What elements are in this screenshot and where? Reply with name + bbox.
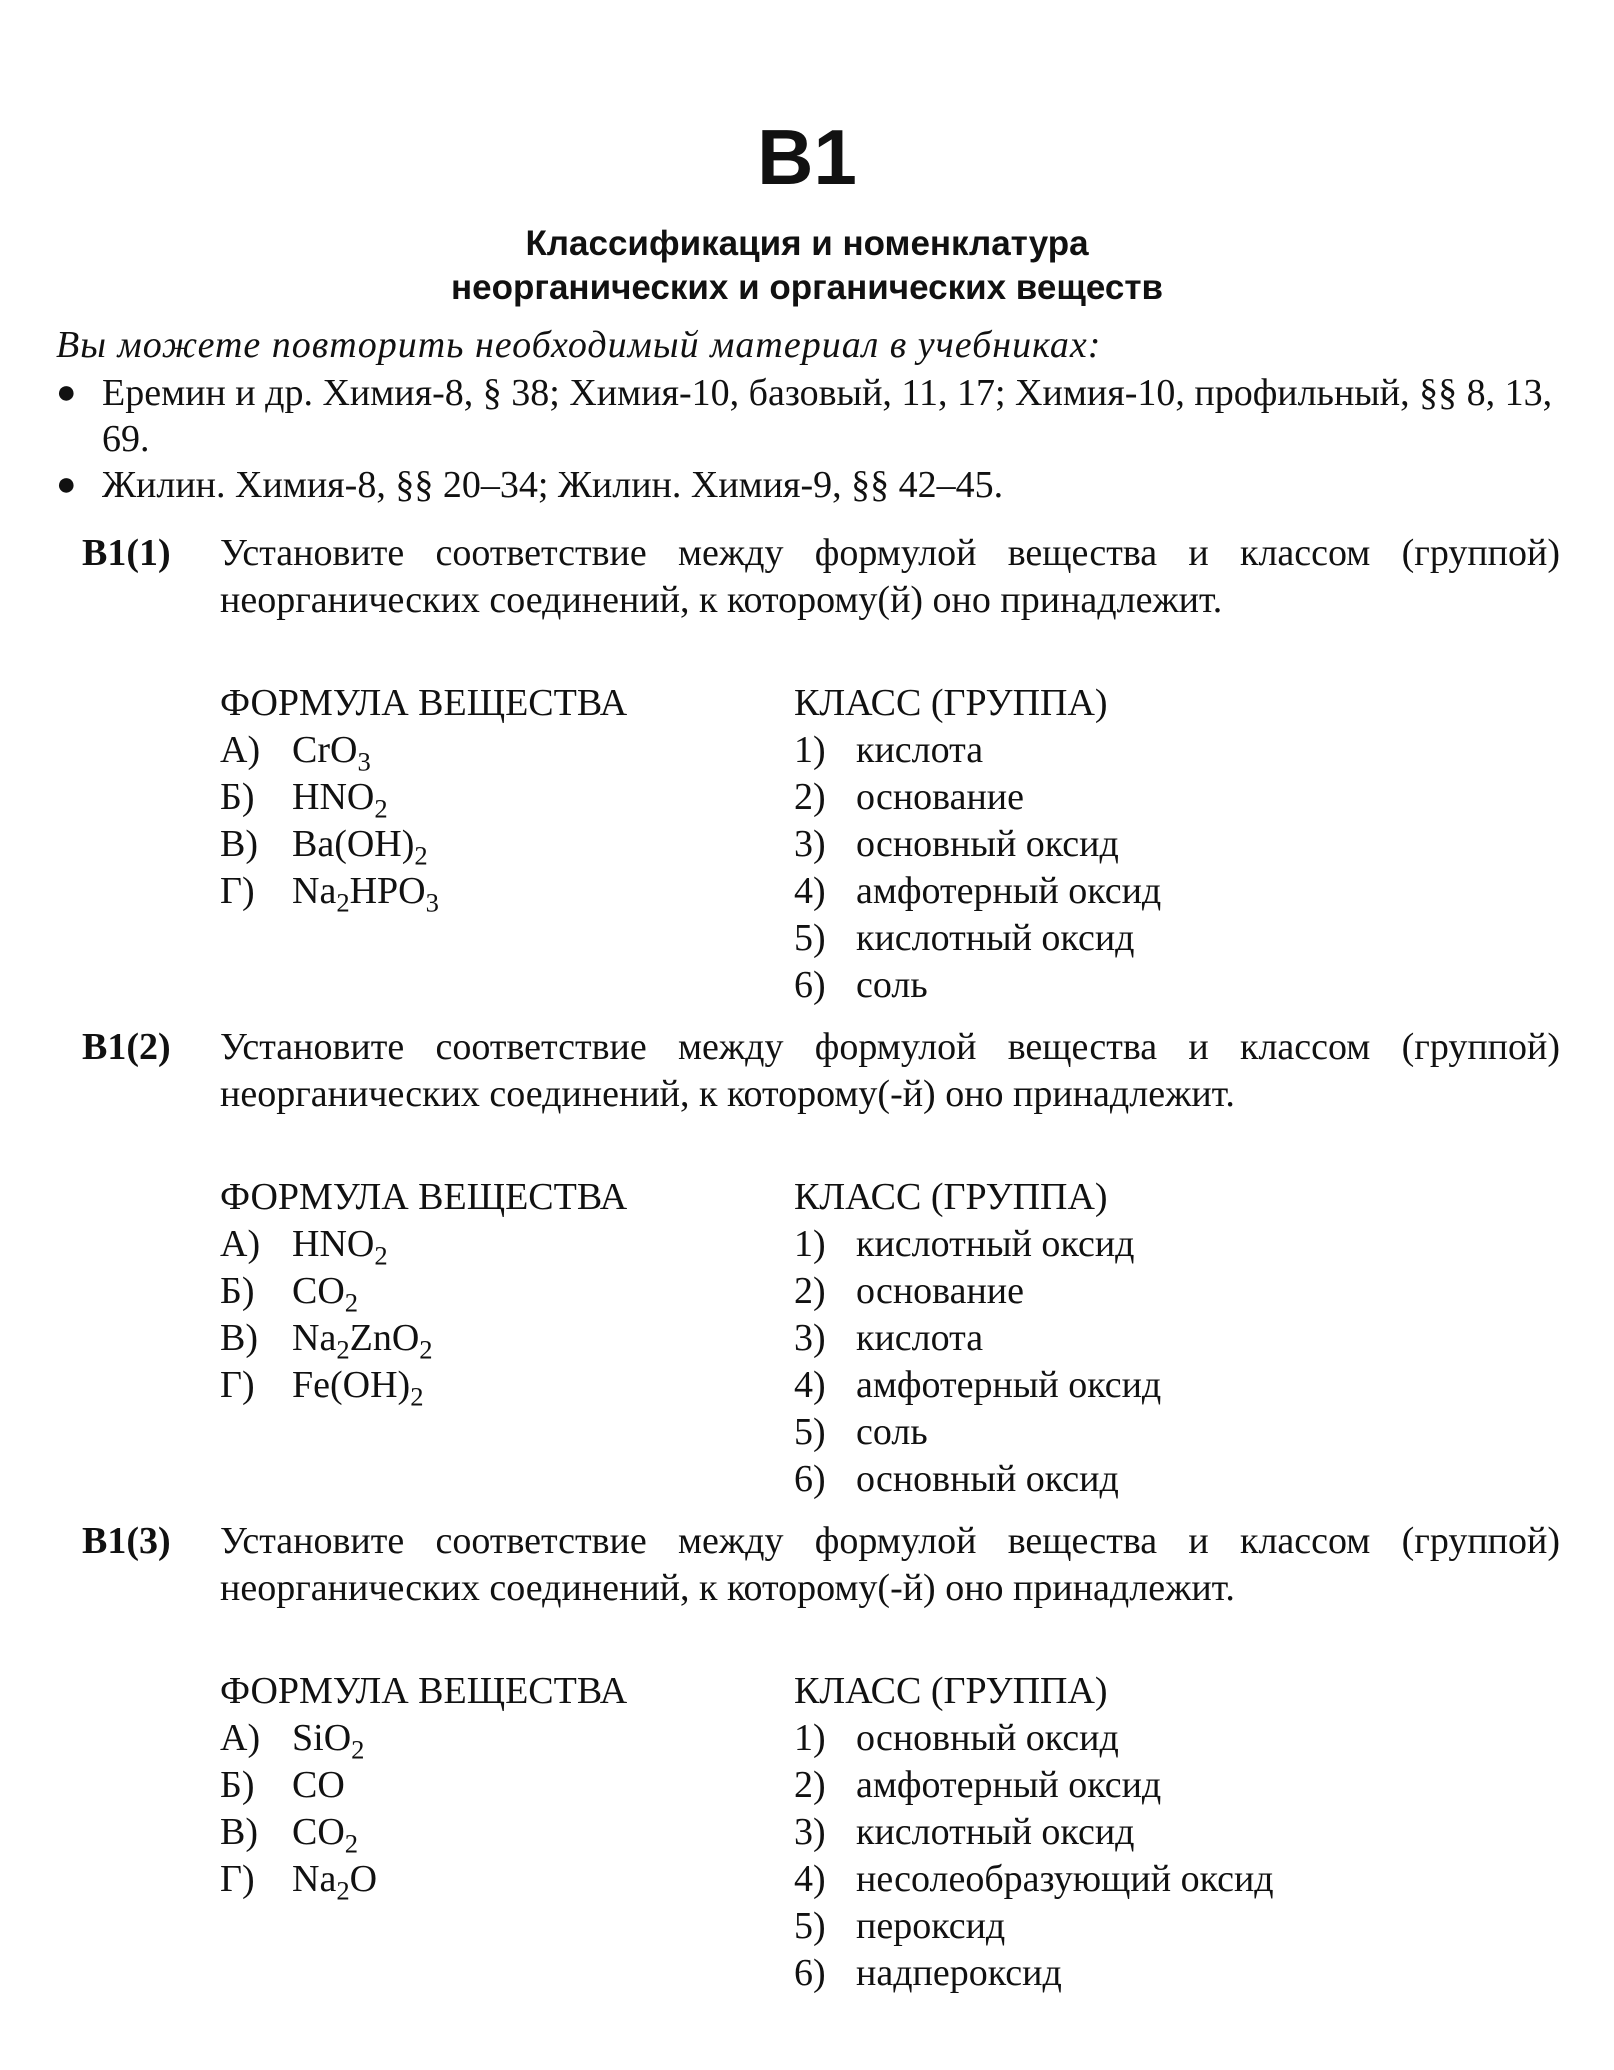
class-label: кислота: [856, 1317, 984, 1359]
option-number: 2): [794, 1764, 826, 1806]
option-number: 5): [794, 917, 826, 959]
references-intro: Вы можете повторить необходимый материал в учебниках:: [56, 324, 1102, 366]
option-number: 3): [794, 1317, 826, 1359]
chemical-formula: $HNO_2$: [292, 776, 388, 824]
class-label: надпероксид: [856, 1952, 1062, 1994]
class-row: [794, 1315, 1161, 1362]
chemical-formula: CrO$_3$: [292, 729, 371, 777]
bullet-icon: ●: [56, 374, 77, 411]
formula-column: [220, 1668, 628, 1906]
option-letter: В): [220, 1811, 258, 1853]
class-row: [794, 1362, 1161, 1409]
class-label: кислотный оксид: [856, 1223, 1135, 1265]
formula-row: [220, 1856, 627, 1906]
option-number: 6): [794, 1952, 826, 1994]
section-subtitle: [0, 222, 1614, 310]
option-letter: В): [220, 823, 258, 865]
formula-column: [220, 1174, 628, 1412]
option-letter: А): [220, 1223, 261, 1265]
option-letter: А): [220, 1717, 261, 1759]
chemical-formula: CO: [292, 1764, 345, 1806]
class-label: соль: [856, 1411, 928, 1453]
class-label: основание: [856, 1270, 1024, 1312]
option-letter: Г): [220, 1858, 255, 1900]
formula-row: [220, 868, 627, 918]
class-row: [794, 1903, 1274, 1950]
class-label: основный оксид: [856, 1458, 1119, 1500]
class-label: амфотерный оксид: [856, 1764, 1162, 1806]
formula-column: [220, 680, 628, 918]
formula-row: [220, 727, 627, 777]
option-letter: В): [220, 1317, 258, 1359]
class-row: [794, 915, 1161, 962]
class-row: [794, 1950, 1274, 1997]
class-row: [794, 868, 1161, 915]
references-list: [56, 370, 1566, 508]
task-text: Установите соответствие между формулой вещества и классом (группой) неорганических соединений, к которому(й) оно принадлежит.: [220, 532, 1560, 621]
formula-row: [220, 1715, 627, 1765]
class-label: основание: [856, 776, 1024, 818]
chemical-formula: $CO_2$: [292, 1811, 359, 1859]
chemical-formula: SiO$_2$: [292, 1717, 365, 1765]
class-row: [794, 774, 1161, 821]
class-label: кислотный оксид: [856, 1811, 1135, 1853]
formula-column-header: ФОРМУЛА ВЕЩЕСТВА: [220, 1670, 628, 1712]
bullet-icon: ●: [56, 466, 77, 503]
class-label: кислота: [856, 729, 984, 771]
formula-row: [220, 1221, 627, 1271]
option-number: 1): [794, 1223, 826, 1265]
option-number: 2): [794, 1270, 826, 1312]
chemical-formula: $Na_2O$: [292, 1858, 378, 1906]
formula-column-header: ФОРМУЛА ВЕЩЕСТВА: [220, 1176, 628, 1218]
formula-row: [220, 821, 627, 871]
reference-item: [56, 462, 1566, 508]
class-row: [794, 1715, 1274, 1762]
class-row: [794, 1456, 1161, 1503]
class-row: [794, 1809, 1274, 1856]
chemical-formula: $Na_2HPO_3$: [292, 870, 439, 918]
class-row: [794, 727, 1161, 774]
class-row: [794, 1856, 1274, 1903]
class-row: [794, 962, 1161, 1009]
option-letter: Г): [220, 870, 255, 912]
task-number: B1(3): [82, 1520, 171, 1562]
class-row: [794, 1409, 1161, 1456]
reference-text: Еремин и др. Химия-8, § 38; Химия-10, базовый, 11, 17; Химия-10, профильный, §§ 8, 13, 69.: [102, 372, 1553, 460]
chemical-formula: $Na_2ZnO_2$: [292, 1317, 433, 1365]
class-column-header: КЛАСС (ГРУППА): [794, 1176, 1108, 1218]
section-code: B1: [757, 113, 857, 201]
option-letter: Б): [220, 1270, 255, 1312]
task-text: Установите соответствие между формулой вещества и классом (группой) неорганических соединений, к которому(-й) оно принадлежит.: [220, 1026, 1560, 1115]
formula-column-header: ФОРМУЛА ВЕЩЕСТВА: [220, 682, 628, 724]
class-row: [794, 1762, 1274, 1809]
formula-row: [220, 1762, 627, 1809]
class-label: амфотерный оксид: [856, 1364, 1162, 1406]
task-text: Установите соответствие между формулой вещества и классом (группой) неорганических соединений, к которому(-й) оно принадлежит.: [220, 1520, 1560, 1609]
reference-item: [56, 370, 1566, 462]
option-number: 4): [794, 870, 826, 912]
option-number: 1): [794, 729, 826, 771]
reference-text: Жилин. Химия-8, §§ 20–34; Жилин. Химия-9, §§ 42–45.: [102, 464, 1004, 506]
class-column-header: КЛАСС (ГРУППА): [794, 682, 1108, 724]
class-label: амфотерный оксид: [856, 870, 1162, 912]
class-row: [794, 1268, 1161, 1315]
option-number: 6): [794, 1458, 826, 1500]
option-number: 1): [794, 1717, 826, 1759]
option-number: 4): [794, 1364, 826, 1406]
option-number: 4): [794, 1858, 826, 1900]
option-number: 3): [794, 1811, 826, 1853]
option-letter: Б): [220, 1764, 255, 1806]
task-number: B1(2): [82, 1026, 171, 1068]
class-column: [794, 680, 1161, 1009]
chemical-formula: $Fe(OH)_2$: [292, 1364, 424, 1412]
option-number: 5): [794, 1905, 826, 1947]
class-row: [794, 1221, 1161, 1268]
task-number: B1(1): [82, 532, 171, 574]
class-label: пероксид: [856, 1905, 1006, 1947]
option-number: 3): [794, 823, 826, 865]
option-letter: Б): [220, 776, 255, 818]
formula-row: [220, 774, 627, 824]
option-number: 2): [794, 776, 826, 818]
class-column-header: КЛАСС (ГРУППА): [794, 1670, 1108, 1712]
option-letter: Г): [220, 1364, 255, 1406]
chemical-formula: $HNO_2$: [292, 1223, 388, 1271]
formula-row: [220, 1315, 627, 1365]
class-label: основный оксид: [856, 1717, 1119, 1759]
formula-row: [220, 1362, 627, 1412]
option-letter: А): [220, 729, 261, 771]
subtitle-line: неорганических и органических веществ: [451, 268, 1163, 307]
option-number: 5): [794, 1411, 826, 1453]
class-column: [794, 1174, 1161, 1503]
formula-row: [220, 1268, 627, 1318]
chemical-formula: $Ba(OH)_2$: [292, 823, 428, 871]
class-column: [794, 1668, 1274, 1997]
class-label: основный оксид: [856, 823, 1119, 865]
class-row: [794, 821, 1161, 868]
class-label: соль: [856, 964, 928, 1006]
option-number: 6): [794, 964, 826, 1006]
chemical-formula: $CO_2$: [292, 1270, 359, 1318]
formula-row: [220, 1809, 627, 1859]
class-label: несолеобразующий оксид: [856, 1858, 1274, 1900]
class-label: кислотный оксид: [856, 917, 1135, 959]
subtitle-line: Классификация и номенклатура: [525, 224, 1089, 263]
